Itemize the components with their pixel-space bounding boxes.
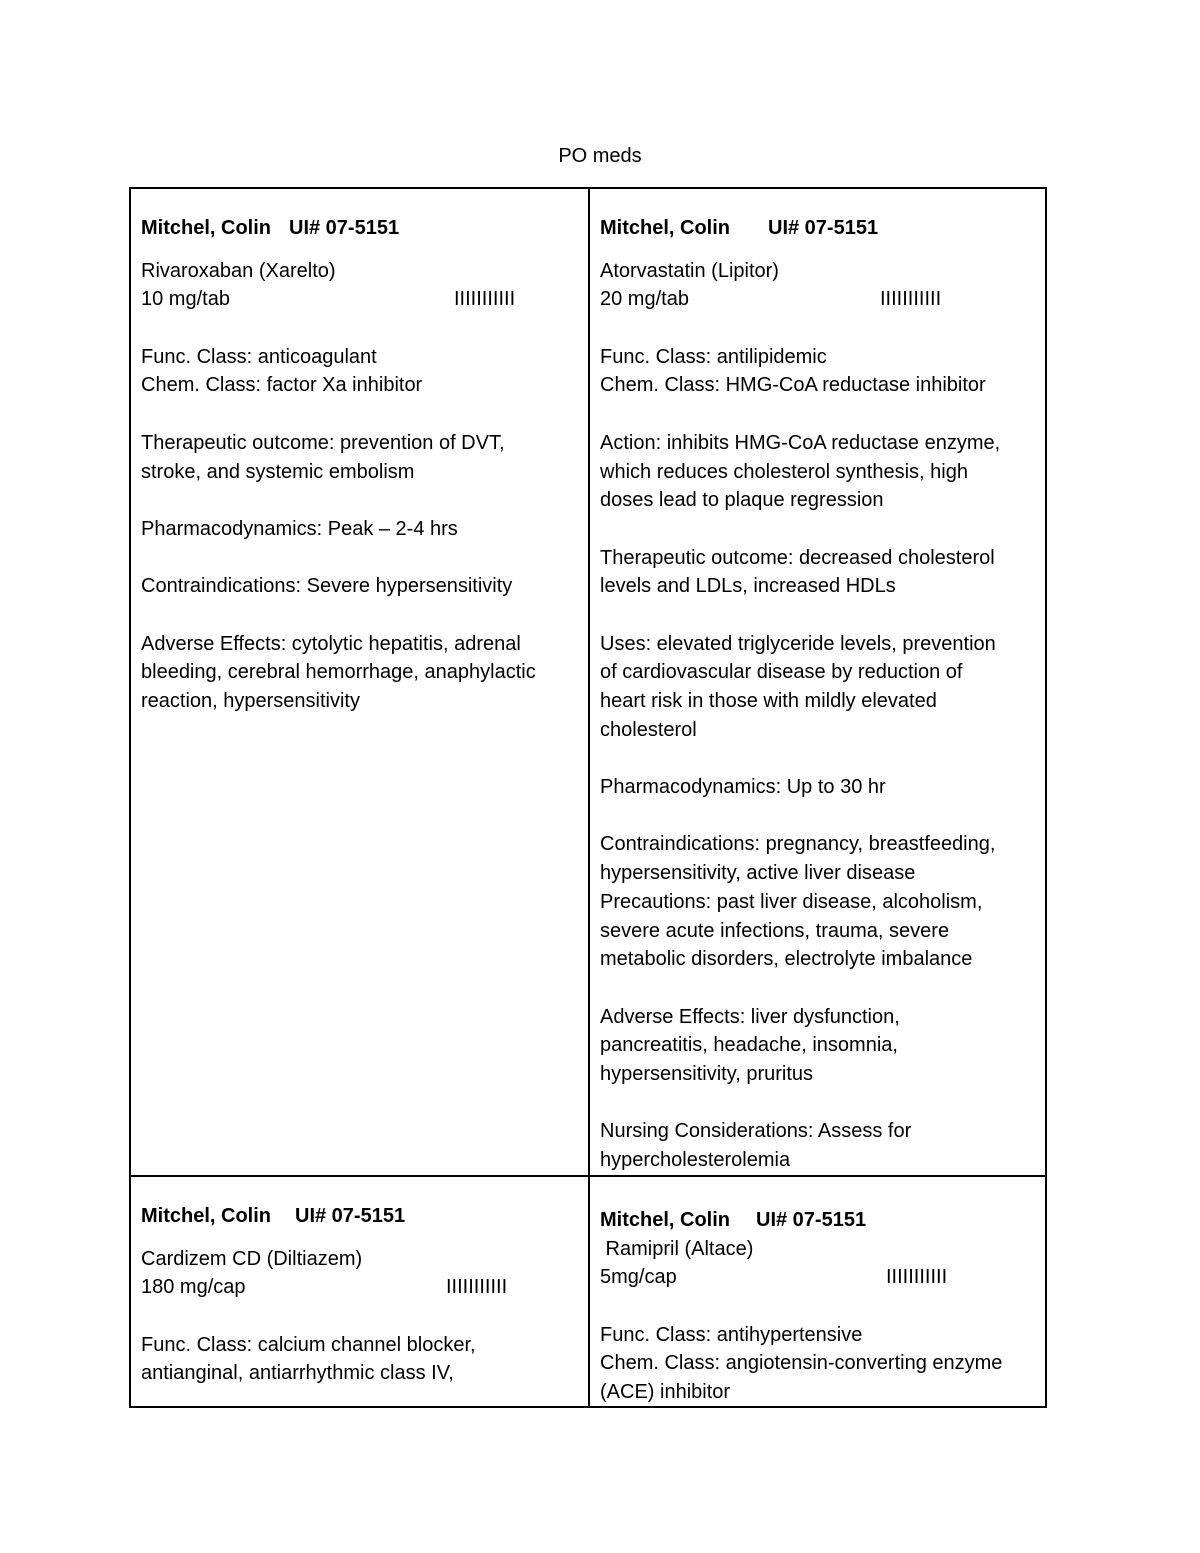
- card-header: [141, 1202, 476, 1231]
- therapeutic-outcome-cont: stroke, and systemic embolism: [141, 460, 415, 483]
- drug-name: Cardizem CD (Diltiazem): [141, 1247, 363, 1270]
- therapeutic-outcome: Therapeutic outcome: decreased cholesterol: [600, 546, 995, 569]
- pharmacodynamics: Pharmacodynamics: Up to 30 hr: [600, 776, 886, 799]
- func-class: Func. Class: antilipidemic: [600, 345, 827, 368]
- therapeutic-outcome-cont: levels and LDLs, increased HDLs: [600, 575, 896, 598]
- dose: 10 mg/tab: [141, 288, 230, 311]
- med-card-ramipril: [600, 1206, 1002, 1407]
- patient-name: Mitchel, Colin: [600, 1209, 730, 1231]
- med-card-atorvastatin: [600, 214, 1000, 1175]
- barcode: IIIIIIIIIII: [446, 1276, 508, 1299]
- adverse-effects: Adverse Effects: cytolytic hepatitis, adrenal: [141, 632, 521, 655]
- drug-name: Atorvastatin (Lipitor): [600, 259, 779, 282]
- patient-ui-number: UI# 07-5151: [289, 217, 400, 239]
- precautions-cont: metabolic disorders, electrolyte imbalance: [600, 948, 973, 971]
- contraindications: Contraindications: pregnancy, breastfeeding,: [600, 833, 996, 856]
- drug-name: Rivaroxaban (Xarelto): [141, 259, 336, 282]
- nursing-considerations: Nursing Considerations: Assess for: [600, 1120, 912, 1143]
- patient-ui-number: UI# 07-5151: [768, 217, 879, 239]
- precautions: Precautions: past liver disease, alcoholism,: [600, 890, 983, 913]
- patient-name: Mitchel, Colin: [141, 1205, 271, 1227]
- func-class: Func. Class: anticoagulant: [141, 345, 377, 368]
- drug-name: Ramipril (Altace): [600, 1237, 754, 1260]
- func-class: Func. Class: calcium channel blocker,: [141, 1333, 476, 1356]
- dose-row: [600, 285, 1000, 314]
- action-cont: which reduces cholesterol synthesis, high: [600, 460, 968, 483]
- column-divider: [588, 187, 590, 1408]
- adverse-effects: Adverse Effects: liver dysfunction,: [600, 1005, 900, 1028]
- dose: 5mg/cap: [600, 1266, 677, 1289]
- uses-cont: of cardiovascular disease by reduction of: [600, 661, 963, 684]
- chem-class: Chem. Class: factor Xa inhibitor: [141, 374, 423, 397]
- barcode: IIIIIIIIIII: [886, 1266, 948, 1289]
- card-header: [141, 214, 536, 243]
- card-header: [600, 1206, 1002, 1235]
- patient-ui-number: UI# 07-5151: [756, 1209, 867, 1231]
- patient-name: Mitchel, Colin: [141, 217, 271, 239]
- adverse-effects-cont: bleeding, cerebral hemorrhage, anaphylactic: [141, 661, 536, 684]
- adverse-effects-cont: reaction, hypersensitivity: [141, 690, 360, 712]
- med-card-cardizem: [141, 1202, 508, 1388]
- contraindications: Contraindications: Severe hypersensitivity: [141, 575, 513, 598]
- precautions-cont: severe acute infections, trauma, severe: [600, 919, 950, 942]
- patient-ui-number: UI# 07-5151: [295, 1205, 406, 1227]
- func-class-cont: antianginal, antiarrhythmic class IV,: [141, 1362, 454, 1385]
- dose: 20 mg/tab: [600, 288, 689, 311]
- chem-class: Chem. Class: HMG-CoA reductase inhibitor: [600, 374, 986, 397]
- uses-cont: heart risk in those with mildly elevated: [600, 690, 937, 712]
- patient-name: Mitchel, Colin: [600, 217, 730, 239]
- chem-class-cont: (ACE) inhibitor: [600, 1381, 731, 1404]
- uses: Uses: elevated triglyceride levels, prevention: [600, 632, 996, 655]
- med-card-rivaroxaban: [141, 214, 536, 716]
- nursing-considerations-cont: hypercholesterolemia: [600, 1149, 791, 1171]
- dose-row: [600, 1263, 1002, 1292]
- dose: 180 mg/cap: [141, 1276, 246, 1299]
- contraindications-cont: hypersensitivity, active liver disease: [600, 862, 916, 885]
- chem-class: Chem. Class: angiotensin-converting enzyme: [600, 1352, 1003, 1375]
- action: Action: inhibits HMG-CoA reductase enzyme,: [600, 431, 1001, 454]
- dose-row: [141, 1273, 508, 1302]
- action-cont: doses lead to plaque regression: [600, 489, 884, 512]
- func-class: Func. Class: antihypertensive: [600, 1323, 863, 1346]
- therapeutic-outcome: Therapeutic outcome: prevention of DVT,: [141, 431, 505, 454]
- uses-cont: cholesterol: [600, 718, 697, 741]
- card-header: [600, 214, 1000, 243]
- barcode: IIIIIIIIIII: [454, 288, 516, 311]
- dose-row: [141, 285, 536, 314]
- row-divider: [129, 1175, 1047, 1177]
- pharmacodynamics: Pharmacodynamics: Peak – 2-4 hrs: [141, 517, 458, 540]
- barcode: IIIIIIIIIII: [880, 288, 942, 311]
- adverse-effects-cont: hypersensitivity, pruritus: [600, 1062, 814, 1085]
- adverse-effects-cont: pancreatitis, headache, insomnia,: [600, 1034, 898, 1057]
- page-title: PO meds: [558, 145, 642, 167]
